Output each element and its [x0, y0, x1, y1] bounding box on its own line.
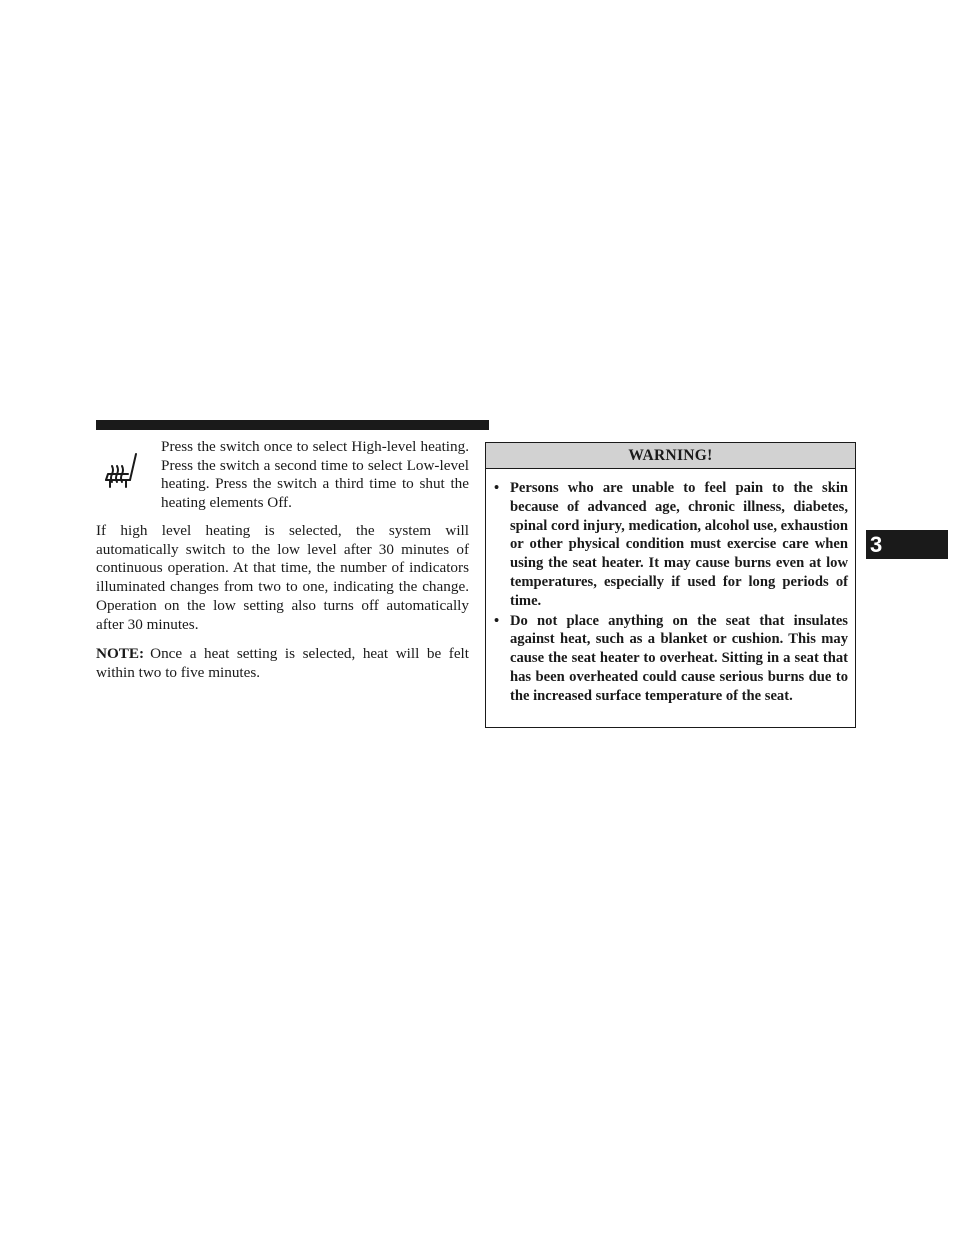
note-label: NOTE:	[96, 645, 145, 662]
warning-item-text: Persons who are unable to feel pain to the skin because of advanced age, chronic illness, diabetes, spinal cord injury, medication, alcohol use, exhaustion or other physical condition must exercise care when using the seat heater. It may cause burns even at low temperatures, especially if used for long periods of time.	[510, 480, 848, 609]
section-rule	[96, 420, 489, 430]
note-paragraph	[96, 645, 469, 682]
warning-item-text: Do not place anything on the seat that insulates against heat, such as a blanket or cushion. This may cause the seat heater to overheat. Sitting in a seat that has been overheated could cause serious burns due to the increased surface temperature of the seat.	[510, 612, 848, 704]
bullet-icon: •	[494, 480, 500, 496]
bullet-icon: •	[494, 612, 500, 629]
warning-item	[494, 479, 848, 611]
warning-item	[494, 612, 848, 706]
seat-heater-icon	[100, 450, 144, 490]
body-paragraph: If high level heating is selected, the system will automatically switch to the low level after 30 minutes of continuous operation. At that time, the number of indicators illuminated changes from two to one, indicating the change. Operation on the low setting also turns off automatically after 30 minutes.	[96, 522, 469, 633]
warning-box	[485, 442, 856, 728]
note-text: Once a heat setting is selected, heat will be felt within two to five minutes.	[96, 645, 469, 681]
warning-title: WARNING!	[486, 443, 855, 469]
chapter-tab: 3	[866, 530, 948, 559]
warning-list	[486, 469, 855, 706]
intro-text: Press the switch once to select High-level heating. Press the switch a second time to select Low-level heating. Press the switch a third time to shut the heating elements Off.	[161, 438, 469, 512]
